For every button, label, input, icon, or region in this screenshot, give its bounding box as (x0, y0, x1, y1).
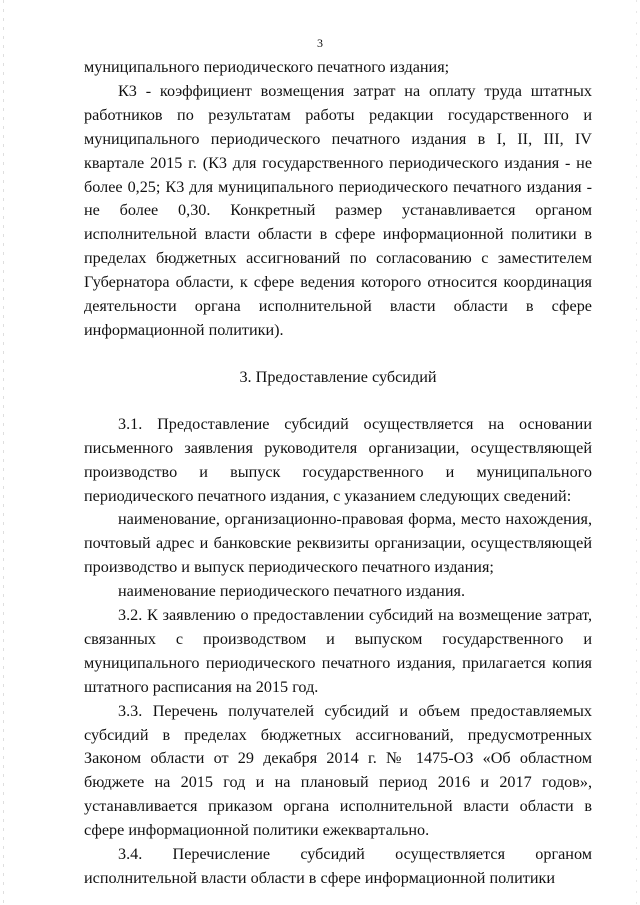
paragraph-continuation: муниципального периодического печатного издания; (84, 58, 450, 76)
paragraph-3-1: 3.1. Предоставление субсидий осуществляется на основании письменного заявления руководителя организации, осуществляющей производство и выпуск государственного и муниципального периодического печатного издания, с указанием следующих сведений: (84, 414, 592, 505)
section-heading: 3. Предоставление субсидий (239, 367, 437, 386)
paragraph-3-3: 3.3. Перечень получателей субсидий и объем предоставляемых субсидий в пределах бюджетных ассигнований, предусмотренных Законом области от 29 декабря 2014 г. № 1475-ОЗ «Об областном бюджете на 2015 год и на плановый период 2016 и 2017 годов», устанавливается приказом органа исполнительной власти области в сфере информационной политики ежеквартально. (84, 701, 592, 840)
paragraph-organization-details: наименование, организационно-правовая форма, место нахождения, почтовый адрес и банковские реквизиты организации, осуществляющей производство и выпуск периодического печатного издания; (84, 510, 592, 577)
paragraph-publication-name: наименование периодического печатного издания. (118, 582, 465, 601)
page-number: 3 (317, 36, 323, 50)
paragraph-3-4: 3.4. Перечисление субсидий осуществляется органом исполнительной власти области в сфере информационной политики (84, 845, 592, 887)
paragraph-3-2: 3.2. К заявлению о предоставлении субсидий на возмещение затрат, связанных с производством и выпуском государственного и муниципального периодического печатного издания, прилагается копия штатного расписания на 2015 год. (84, 606, 592, 696)
paragraph-k3-definition: К3 - коэффициент возмещения затрат на оплату труда штатных работников по результатам работы редакции государственного и муниципального периодического печатного издания в I, II, III, IV квартале 2015 г. (К3 для государственного периодического издания - не более 0,25; К3 для муниципального периодического печатного издания - не более 0,30. Конкретный размер устанавливается органом исполнительной власти области в сфере информационной политики в пределах бюджетных ассигнований по согласованию с заместителем Губернатора области, к сфере ведения которого относится координация деятельности органа исполнительной власти области в сфере информационной политики). (84, 81, 592, 339)
document-body (84, 56, 592, 891)
scan-edge-left (3, 0, 4, 905)
scan-edge-right (636, 0, 637, 905)
